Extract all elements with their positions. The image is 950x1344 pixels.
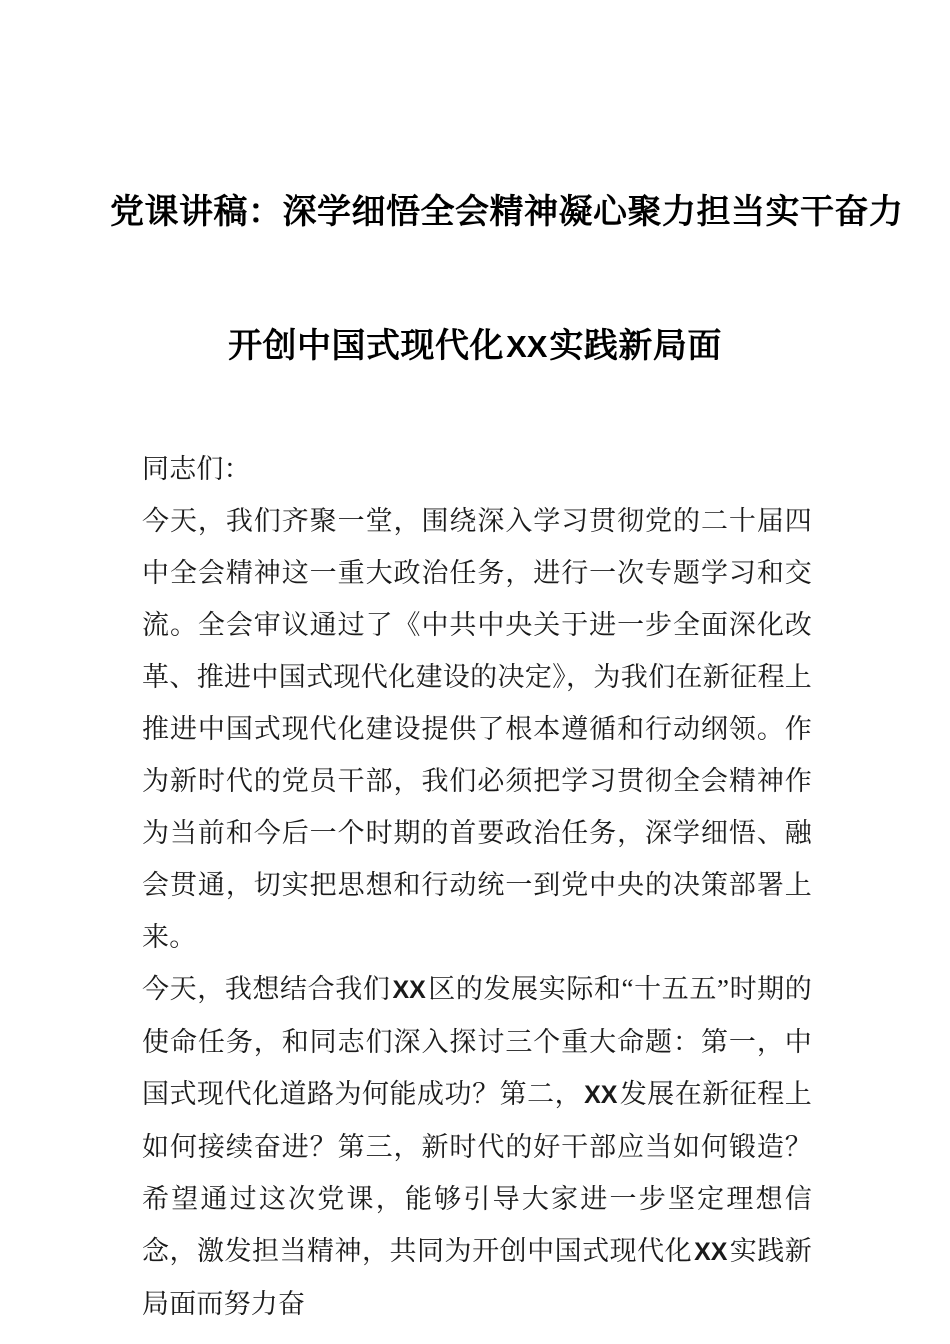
body-paragraph-2 — [142, 963, 812, 1330]
title-placeholder-xx: XX — [506, 329, 548, 364]
title-line-2-text-after: 实践新局面 — [549, 328, 722, 365]
title-line-2 — [110, 280, 840, 414]
body-placeholder-xx-1: XX — [392, 976, 426, 1004]
paragraph-2-segment-3: 发展在新征程上如何接续奋进？第三，新时代的好干部应当如何锻造？希望通过这次党课，能够引导大家进一步坚定理想信念，激发担当精神，共同为开创中国式现代化 — [142, 1079, 812, 1266]
document-body — [142, 443, 812, 1330]
paragraph-2-segment-4: 实践新局面而努力奋 — [142, 1236, 813, 1319]
document-title — [0, 146, 950, 414]
body-placeholder-xx-3: XX — [694, 1238, 728, 1266]
body-paragraph-1: 今天，我们齐聚一堂，围绕深入学习贯彻党的二十届四中全会精神这一重大政治任务，进行一次专题学习和交流。全会审议通过了《中共中央关于进一步全面深化改革、推进中国式现代化建设的决定》，为我们在新征程上推进中国式现代化建设提供了根本遵循和行动纲领。作为新时代的党员干部，我们必须把学习贯彻全会精神作为当前和今后一个时期的首要政治任务，深学细悟、融会贯通，切实把思想和行动统一到党中央的决策部署上来。 — [142, 506, 812, 952]
paragraph-2-segment-2: 区的发展实际和“十五五”时期的使命任务，和同志们深入探讨三个重大命题：第一，中国式现代化道路为何能成功？第二， — [142, 974, 812, 1109]
title-line-2-text-before: 开创中国式现代化 — [228, 328, 505, 365]
salutation-line: 同志们： — [142, 454, 251, 484]
body-placeholder-xx-2: XX — [584, 1081, 618, 1109]
paragraph-2-segment-1: 今天，我想结合我们 — [142, 974, 391, 1004]
title-line-1: 党课讲稿：深学细悟全会精神凝心聚力担当实干奋力 — [110, 194, 904, 231]
